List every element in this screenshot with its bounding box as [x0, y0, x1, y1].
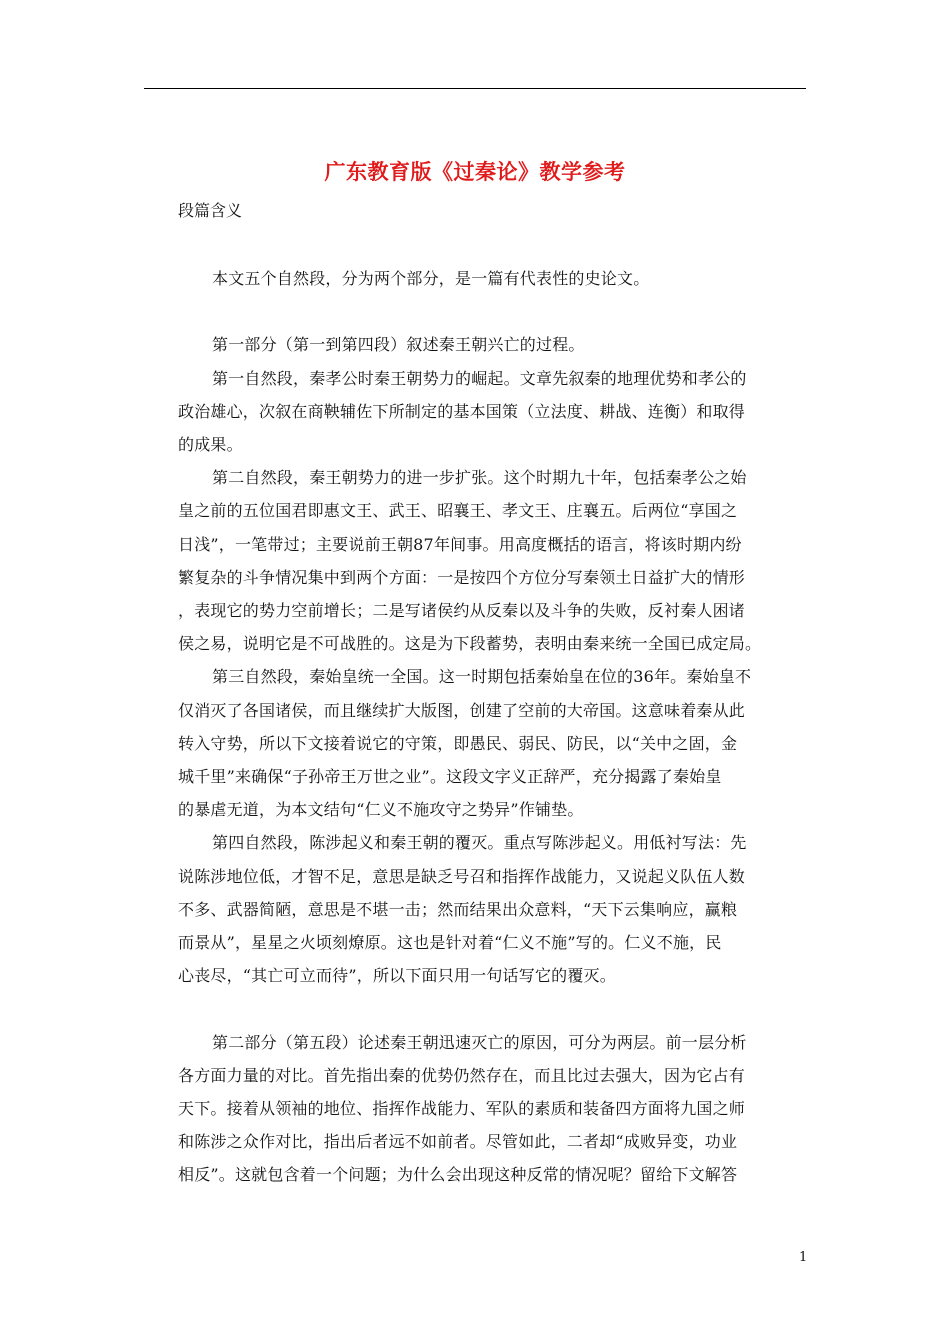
text-line: 不多、武器简陋，意思是不堪一击；然而结果出众意料，“天下云集响应，赢粮 — [178, 900, 738, 919]
text-line: 转入守势，所以下文接着说它的守策，即愚民、弱民、防民，以“关中之固，金 — [178, 734, 738, 753]
text-line: 的成果。 — [178, 435, 243, 454]
text-line: 第二部分（第五段）论述秦王朝迅速灭亡的原因，可分为两层。前一层分析 — [212, 1033, 747, 1052]
text-line: 和陈涉之众作对比，指出后者远不如前者。尽管如此，二者却“成败异变，功业 — [178, 1132, 738, 1151]
text-line: 第一部分（第一到第四段）叙述秦王朝兴亡的过程。 — [212, 335, 585, 354]
text-line: 相反”。这就包含着一个问题；为什么会出现这种反常的情况呢？留给下文解答 — [178, 1165, 738, 1184]
section-heading: 段篇含义 — [178, 201, 243, 220]
text-line: 第二自然段，秦王朝势力的进一步扩张。这个时期九十年，包括秦孝公之始 — [212, 468, 747, 487]
text-line: 侯之易，说明它是不可战胜的。这是为下段蓄势，表明由秦来统一全国已成定局。 — [178, 634, 762, 653]
header-rule — [144, 88, 806, 89]
text-line: ，表现它的势力空前增长；二是写诸侯约从反秦以及斗争的失败，反衬秦人困诸 — [178, 601, 746, 620]
page-number: 1 — [799, 1250, 808, 1265]
text-line: 天下。接着从领袖的地位、指挥作战能力、军队的素质和装备四方面将九国之师 — [178, 1099, 746, 1118]
text-line: 心丧尽，“其亡可立而待”，所以下面只用一句话写它的覆灭。 — [178, 966, 616, 985]
text-line: 说陈涉地位低，才智不足，意思是缺乏号召和指挥作战能力，又说起义队伍人数 — [178, 867, 746, 886]
text-line: 繁复杂的斗争情况集中到两个方面：一是按四个方位分写秦领土日益扩大的情形 — [178, 568, 746, 587]
text-line: 仅消灭了各国诸侯，而且继续扩大版图，创建了空前的大帝国。这意味着秦从此 — [178, 701, 746, 720]
text-line: 而景从”，星星之火顷刻燎原。这也是针对着“仁义不施”写的。仁义不施，民 — [178, 933, 722, 952]
text-line: 日浅”，一笔带过；主要说前王朝87年间事。用高度概括的语言，将该时期内纷 — [178, 535, 742, 554]
document-title: 广东教育版《过秦论》教学参考 — [324, 159, 626, 184]
text-line: 本文五个自然段，分为两个部分，是一篇有代表性的史论文。 — [212, 269, 650, 288]
text-line: 第一自然段，秦孝公时秦王朝势力的崛起。文章先叙秦的地理优势和孝公的 — [212, 369, 747, 388]
text-line: 政治雄心，次叙在商鞅辅佐下所制定的基本国策（立法度、耕战、连衡）和取得 — [178, 402, 746, 421]
text-line: 城千里”来确保“子孙帝王万世之业”。这段文字义正辞严，充分揭露了秦始皇 — [178, 767, 722, 786]
text-line: 各方面力量的对比。首先指出秦的优势仍然存在，而且比过去强大，因为它占有 — [178, 1066, 746, 1085]
text-line: 第三自然段，秦始皇统一全国。这一时期包括秦始皇在位的36年。秦始皇不 — [212, 667, 752, 686]
text-line: 第四自然段，陈涉起义和秦王朝的覆灭。重点写陈涉起义。用低衬写法：先 — [212, 833, 747, 852]
text-line: 的暴虐无道，为本文结句“仁义不施攻守之势异”作铺垫。 — [178, 800, 584, 819]
text-line: 皇之前的五位国君即惠文王、武王、昭襄王、孝文王、庄襄五。后两位“享国之 — [178, 501, 738, 520]
